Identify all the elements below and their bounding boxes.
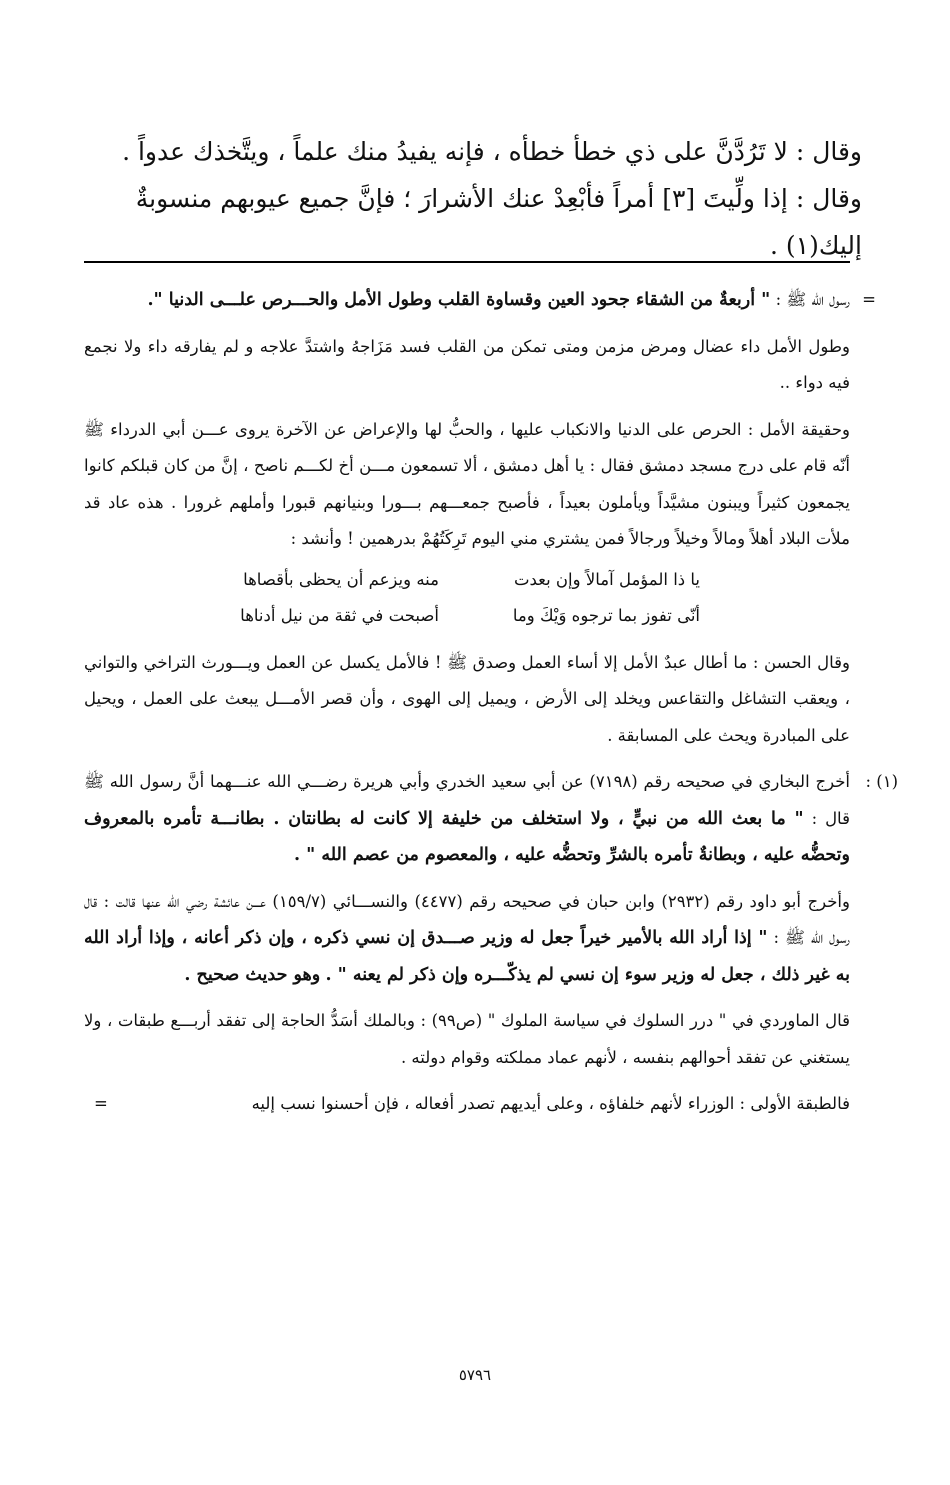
footnote-marker: (١) :: [865, 772, 898, 791]
footnote-1: [84, 764, 898, 874]
footnotes: [84, 282, 898, 1123]
abu-dawud-text: وأخرج أبو داود رقم (٢٩٣٢) وابن حبان في صحيحه رقم (٤٤٧٧) والنســـائي (١٥٩/٧) عـــن عائشة رضي الله عنها قالت : قال رسول الله ﷺ :: [84, 891, 850, 947]
poem-hemistich-first: أنّى تفوز بما ترجوه وَيْكَ وما: [512, 606, 700, 625]
main-line-2: وقال : إذا ولِّيتَ [٣] أمراً فأبْعِدْ عنك الأشرارَ ؛ فإنَّ جميع عيوبهم منسوبةٌ إليك(١) .: [135, 184, 862, 260]
paragraph-long-hope: وطول الأمل داء عضال ومرض مزمن ومتى تمكن من القلب فسد مَزَاجهُ واشتدَّ علاجه و لم يفارقه داء ولا نجمع فيه دواء ..: [84, 336, 850, 392]
page-number: ٥٧٩٦: [458, 1366, 492, 1384]
paragraph-abu-dawud: [84, 884, 850, 994]
paragraph-reality-of-hope: وحقيقة الأمل : الحرص على الدنيا والانكباب عليها ، والحبُّ لها والإعراض عن الآخرة يروى عـــن أبي الدرداء ﷺ أنّه قام على درج مسجد دمشق فقال : يا أهل دمشق ، ألا تسمعون مـــن أخ لكـــم ناصح ، إنَّ من كان قبلكم كانوا يجمعون كثيراً ويبنون مشيَّداً ويأملون بعيداً ، فأصبح جمعـــهم بـــورا وبنيانهم قبورا وأملهم غرورا . هذه عاد قد ملأت البلاد أهلاً ومالاً وخيلاً ورجالاً فمن يشتري مني اليوم تَرِكَتُهُمْ بدرهمين ! وأنشد :: [84, 419, 850, 548]
poem-hemistich-second: منه ويزعم أن يحظى بأقصاها: [243, 569, 439, 589]
main-text: [88, 128, 862, 269]
poem-hemistich-second: أصبحت في ثقة من نيل أدناها: [240, 606, 439, 625]
first-class-text: فالطبقة الأولى : الوزراء لأنهم خلفاؤه ، وعلى أيديهم تصدر أفعاله ، فإن أحسنوا نسب إليه: [251, 1094, 850, 1113]
poem-hemistich-first: يا ذا المؤمل آمالاً وإن بعدت: [513, 569, 700, 589]
poem-verse: [84, 562, 700, 599]
footnote-1-text: أخرج البخاري في صحيحه رقم (٧١٩٨) عن أبي سعيد الخدري وأبي هريرة رضـــي الله عنـــهما أنَّ رسول الله ﷺ قال :: [84, 772, 850, 828]
continuation-text: رسول الله ﷺ :: [775, 290, 850, 309]
continuation-mark: =: [862, 290, 876, 309]
continuation-mark-end: =: [94, 1094, 108, 1113]
paragraph-first-class: [84, 1086, 850, 1123]
main-line-1: وقال : لا تَرُدَّنَّ على ذي خطأ خطأه ، فإنه يفيدُ منك علماً ، ويتَّخذك عدواً .: [122, 137, 862, 166]
footnote-continuation: [84, 282, 876, 319]
hadith-quote: " أربعةٌ من الشقاء جحود العين وقساوة القلب وطول الأمل والحـــرص علـــى الدنيا ".: [147, 290, 771, 310]
poem-verse: [84, 598, 700, 635]
abu-dawud-hadith: " إذا أراد الله بالأمير خيراً جعل له وزير صـــدق إن نسي ذكره ، وإن ذكر أعانه ، وإذا أراد الله به غير ذلك ، جعل له وزير سوء إن نسي لم يذكّـــره وإن ذكر لم يعنه " .: [84, 928, 850, 985]
footnote-1-hadith: " ما بعث الله من نبيٍّ ، ولا استخلف من خليفة إلا كانت له بطانتان . بطانـــة تأمره بالمعروف وتحضُّه عليه ، وبطانةٌ تأمره بالشرِّ وتحضُّه عليه ، والمعصوم من عصم الله " .: [84, 808, 850, 865]
paragraph-hasan-saying: وقال الحسن : ما أطال عبدٌ الأمل إلا أساء العمل وصدق ﷺ ! فالأمل يكسل عن العمل ويـــورث التراخي والتواني ، ويعقب التشاغل والتقاعس ويخلد إلى الأرض ، ويميل إلى الهوى ، وأن قصر الأمـــل يبعث على العمل ، ويحيل على المبادرة ويحث على المسابقة .: [84, 652, 850, 745]
hadith-grade: وهو حديث صحيح .: [184, 964, 321, 985]
footnote-divider: [84, 261, 850, 263]
poem: [84, 562, 850, 635]
paragraph-mawardi: قال الماوردي في " درر السلوك في سياسة الملوك " (ص٩٩) : وبالملك أسَدُّ الحاجة إلى تفقد أربـــع طبقات ، ولا يستغني عن تفقد أحوالهم بنفسه ، لأنهم عماد مملكته وقوام دولته .: [84, 1011, 850, 1067]
